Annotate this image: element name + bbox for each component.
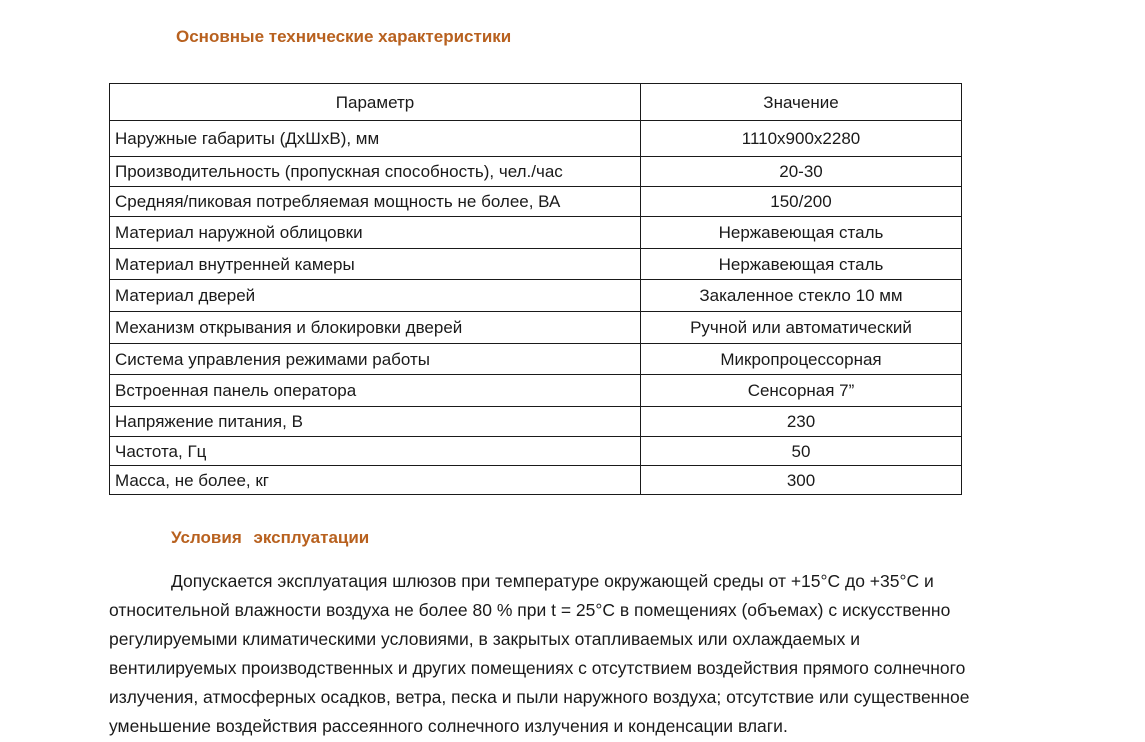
row-value: Ручной или автоматический bbox=[641, 312, 962, 344]
row-param: Механизм открывания и блокировки дверей bbox=[110, 312, 641, 344]
row-value: 50 bbox=[641, 437, 962, 466]
table-row bbox=[110, 466, 962, 495]
row-value: 230 bbox=[641, 407, 962, 437]
row-param: Встроенная панель оператора bbox=[110, 375, 641, 407]
table-row bbox=[110, 407, 962, 437]
paragraph-line: относительной влажности воздуха не более 80 % при t = 25°С в помещениях (объемах) с искусственно bbox=[109, 600, 951, 620]
table-row bbox=[110, 280, 962, 312]
conditions-heading: Условия эксплуатации bbox=[171, 528, 370, 547]
row-param: Система управления режимами работы bbox=[110, 344, 641, 375]
paragraph-line: вентилируемых производственных и других помещениях с отсутствием воздействия прямого солнечного bbox=[109, 658, 966, 678]
column-header-value: Значение bbox=[641, 84, 962, 121]
row-value: 20-30 bbox=[641, 157, 962, 187]
row-value: 150/200 bbox=[641, 187, 962, 217]
paragraph-line: регулируемыми климатическими условиями, в закрытых отапливаемых или охлаждаемых и bbox=[109, 629, 861, 649]
table-row bbox=[110, 344, 962, 375]
specs-table bbox=[109, 83, 962, 495]
row-param: Частота, Гц bbox=[110, 437, 641, 466]
table-row bbox=[110, 437, 962, 466]
table-row bbox=[110, 249, 962, 280]
table-row bbox=[110, 157, 962, 187]
row-value: Сенсорная 7” bbox=[641, 375, 962, 407]
table-row bbox=[110, 312, 962, 344]
paragraph-line: уменьшение воздействия рассеянного солнечного излучения и конденсации влаги. bbox=[109, 716, 788, 736]
conditions-paragraph bbox=[109, 567, 1059, 741]
table-row bbox=[110, 187, 962, 217]
table-row bbox=[110, 217, 962, 249]
row-value: Закаленное стекло 10 мм bbox=[641, 280, 962, 312]
row-param: Производительность (пропускная способность), чел./час bbox=[110, 157, 641, 187]
row-param: Средняя/пиковая потребляемая мощность не более, ВА bbox=[110, 187, 641, 217]
row-param: Материал дверей bbox=[110, 280, 641, 312]
table-header-row bbox=[110, 84, 962, 121]
column-header-parameter: Параметр bbox=[110, 84, 641, 121]
row-value: 300 bbox=[641, 466, 962, 495]
row-param: Материал внутренней камеры bbox=[110, 249, 641, 280]
row-param: Материал наружной облицовки bbox=[110, 217, 641, 249]
table-row bbox=[110, 121, 962, 157]
paragraph-line: излучения, атмосферных осадков, ветра, песка и пыли наружного воздуха; отсутствие или существенное bbox=[109, 687, 970, 707]
row-param: Наружные габариты (ДхШхВ), мм bbox=[110, 121, 641, 157]
paragraph-line: Допускается эксплуатация шлюзов при температуре окружающей среды от +15°С до +35°С и bbox=[171, 571, 934, 591]
specs-heading: Основные технические характеристики bbox=[176, 27, 512, 46]
row-param: Масса, не более, кг bbox=[110, 466, 641, 495]
row-value: Нержавеющая сталь bbox=[641, 249, 962, 280]
row-param: Напряжение питания, В bbox=[110, 407, 641, 437]
table-row bbox=[110, 375, 962, 407]
row-value: 1110х900х2280 bbox=[641, 121, 962, 157]
row-value: Нержавеющая сталь bbox=[641, 217, 962, 249]
row-value: Микропроцессорная bbox=[641, 344, 962, 375]
